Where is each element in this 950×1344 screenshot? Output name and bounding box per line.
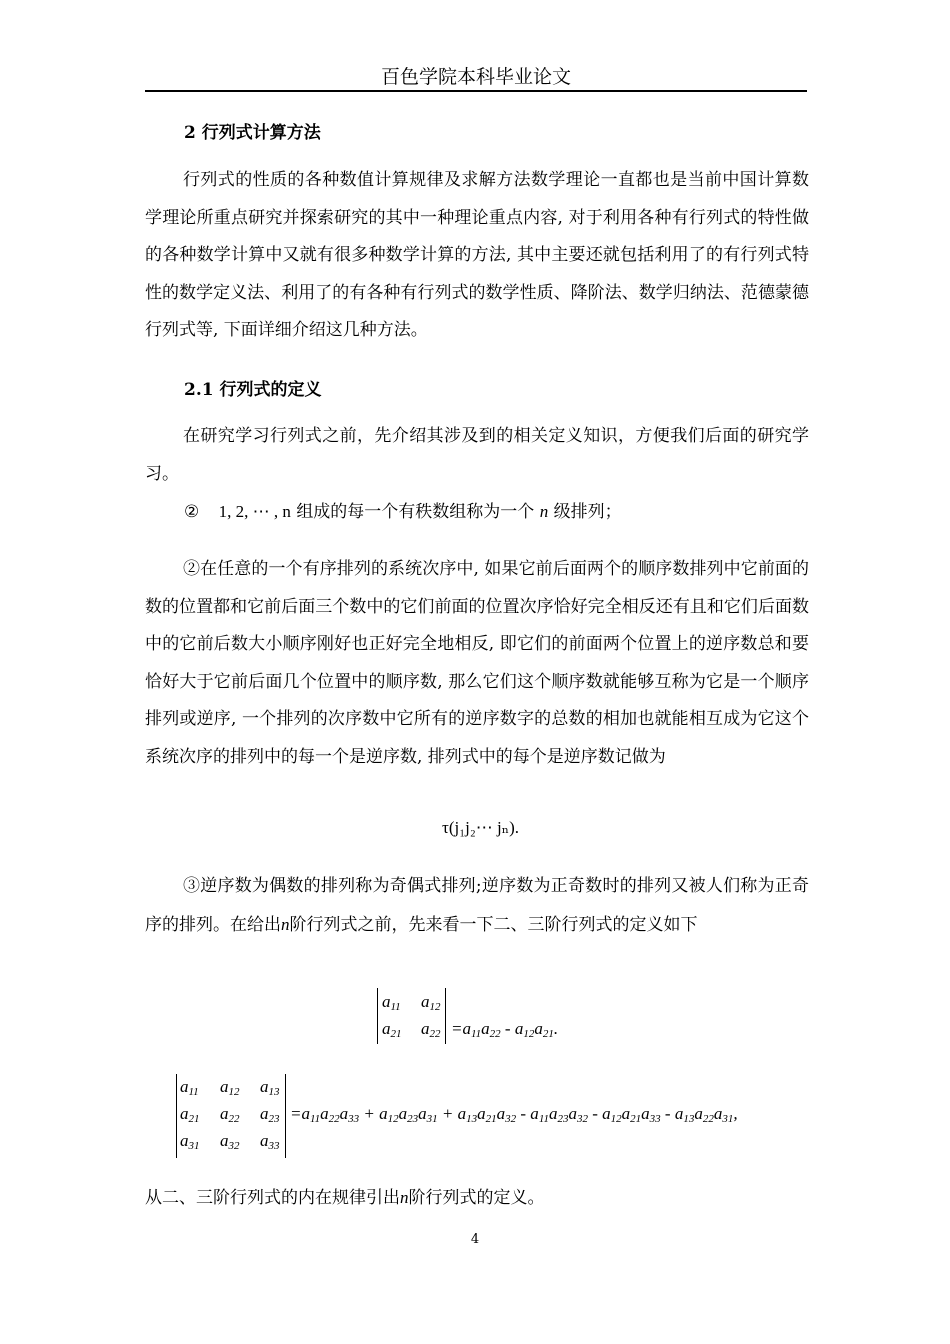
item3-text-b: 阶行列式之前，先来看一下二、三阶行列式的定义如下 [289,914,698,935]
det3-cell-22: $a_{22}$ [220,1104,240,1125]
inversion-formula: τ(j₁j₂⋯ jₙ). [442,818,520,837]
item1-text: 组成的每一个有秩数组称为一个 [296,502,535,522]
det2-expansion: $=a_{11}a_{22} - a_{12}a_{21}$. [451,1019,559,1040]
det2-cell-12: $a_{12}$ [421,992,441,1013]
det-bar-right [445,988,446,1044]
section-heading: 2 行列式计算方法 [184,123,321,143]
definition-item-3 [145,868,809,944]
subsection-intro-paragraph: 在研究学习行列式之前，先介绍其涉及到的相关定义知识，方便我们后面的研究学习。 [145,426,809,484]
det3-expansion: $=a_{11}a_{22}a_{33} + a_{12}a_{23}a_{31} + a_{13}a_{21}a_{32} - a_{11}a_{23}a_{32} - a_{12}a_{21}a_{33} - a_{13}a_{22}a_{31}$, [290,1104,738,1125]
definition-item-1 [184,497,622,522]
definition-item-2: ②在任意的一个有序排列的系统次序中, 如果它前后面两个的顺序数排列中它前面的数的位置都和它前后面三个数中的它们前面的位置次序恰好完全相反还有且和它们后面数中的它前后数大小顺序刚好也正好完全地相反, 即它们的前面两个位置上的逆序数总和要恰好大于它前后面几个位置中的顺序数, 那么它们这个顺序数就能够互称为它是一个顺序排列或逆序, 一个排列的次序数中它所有的逆序数字的总数的相加也就能相互成为它这个系统次序的排列中的每一个是逆序数, 排列式中的每个是逆序数记做为 [145,559,809,767]
det3-cell-23: $a_{23}$ [260,1104,280,1125]
section-intro-paragraph: 行列式的性质的各种数值计算规律及求解方法数学理论一直都也是当前中国计算数学理论所重点研究并探索研究的其中一种理论重点内容, 对于利用各种有行列式的特性做的各种数学计算中又就有很多种数学计算的方法, 其中主要还就包括利用了的有行列式特性的数学定义法、利用了的有各种有行列式的数学性质、降阶法、数学归纳法、范德蒙德行列式等, 下面详细介绍这几种方法。 [145,170,809,340]
det3-cell-32: $a_{32}$ [220,1131,240,1152]
header-rule [145,90,807,92]
det2-cell-22: $a_{22}$ [421,1019,441,1040]
det3-cell-13: $a_{13}$ [260,1077,280,1098]
third-order-determinant [176,1074,796,1158]
det3-cell-12: $a_{12}$ [220,1077,240,1098]
second-order-determinant [377,988,617,1044]
closing-text-b: 阶行列式的定义。 [408,1188,545,1208]
closing-sentence [145,1183,545,1208]
item3-text-a: ③逆序数为偶数的排列称为奇偶式排列;逆序数为正奇数时的排列又被人们称为正奇序的排列。在给出 [145,876,809,935]
det3-cell-31: $a_{31}$ [180,1131,200,1152]
det2-cell-11: $a_{11}$ [382,992,401,1013]
n-symbol: n [281,914,290,934]
det2-cell-21: $a_{21}$ [382,1019,402,1040]
subsection-heading: 2.1 行列式的定义 [184,380,322,400]
item-marker: ② [184,502,200,522]
det3-cell-33: $a_{33}$ [260,1131,280,1152]
det-bar-left [377,988,378,1044]
sequence-math: 1, 2, ⋯ , n [218,502,291,521]
closing-text-a: 从二、三阶行列式的内在规律引出 [145,1188,400,1208]
det3-cell-21: $a_{21}$ [180,1104,200,1125]
n-symbol: n [400,1188,409,1207]
page-number: 4 [470,1232,480,1247]
det-bar-right [285,1074,286,1158]
item1-tail: 级排列； [553,502,622,522]
n-symbol: n [539,502,549,521]
page-header-title: 百色学院本科毕业论文 [380,66,571,88]
det3-cell-11: $a_{11}$ [180,1077,199,1098]
det-bar-left [176,1074,177,1158]
